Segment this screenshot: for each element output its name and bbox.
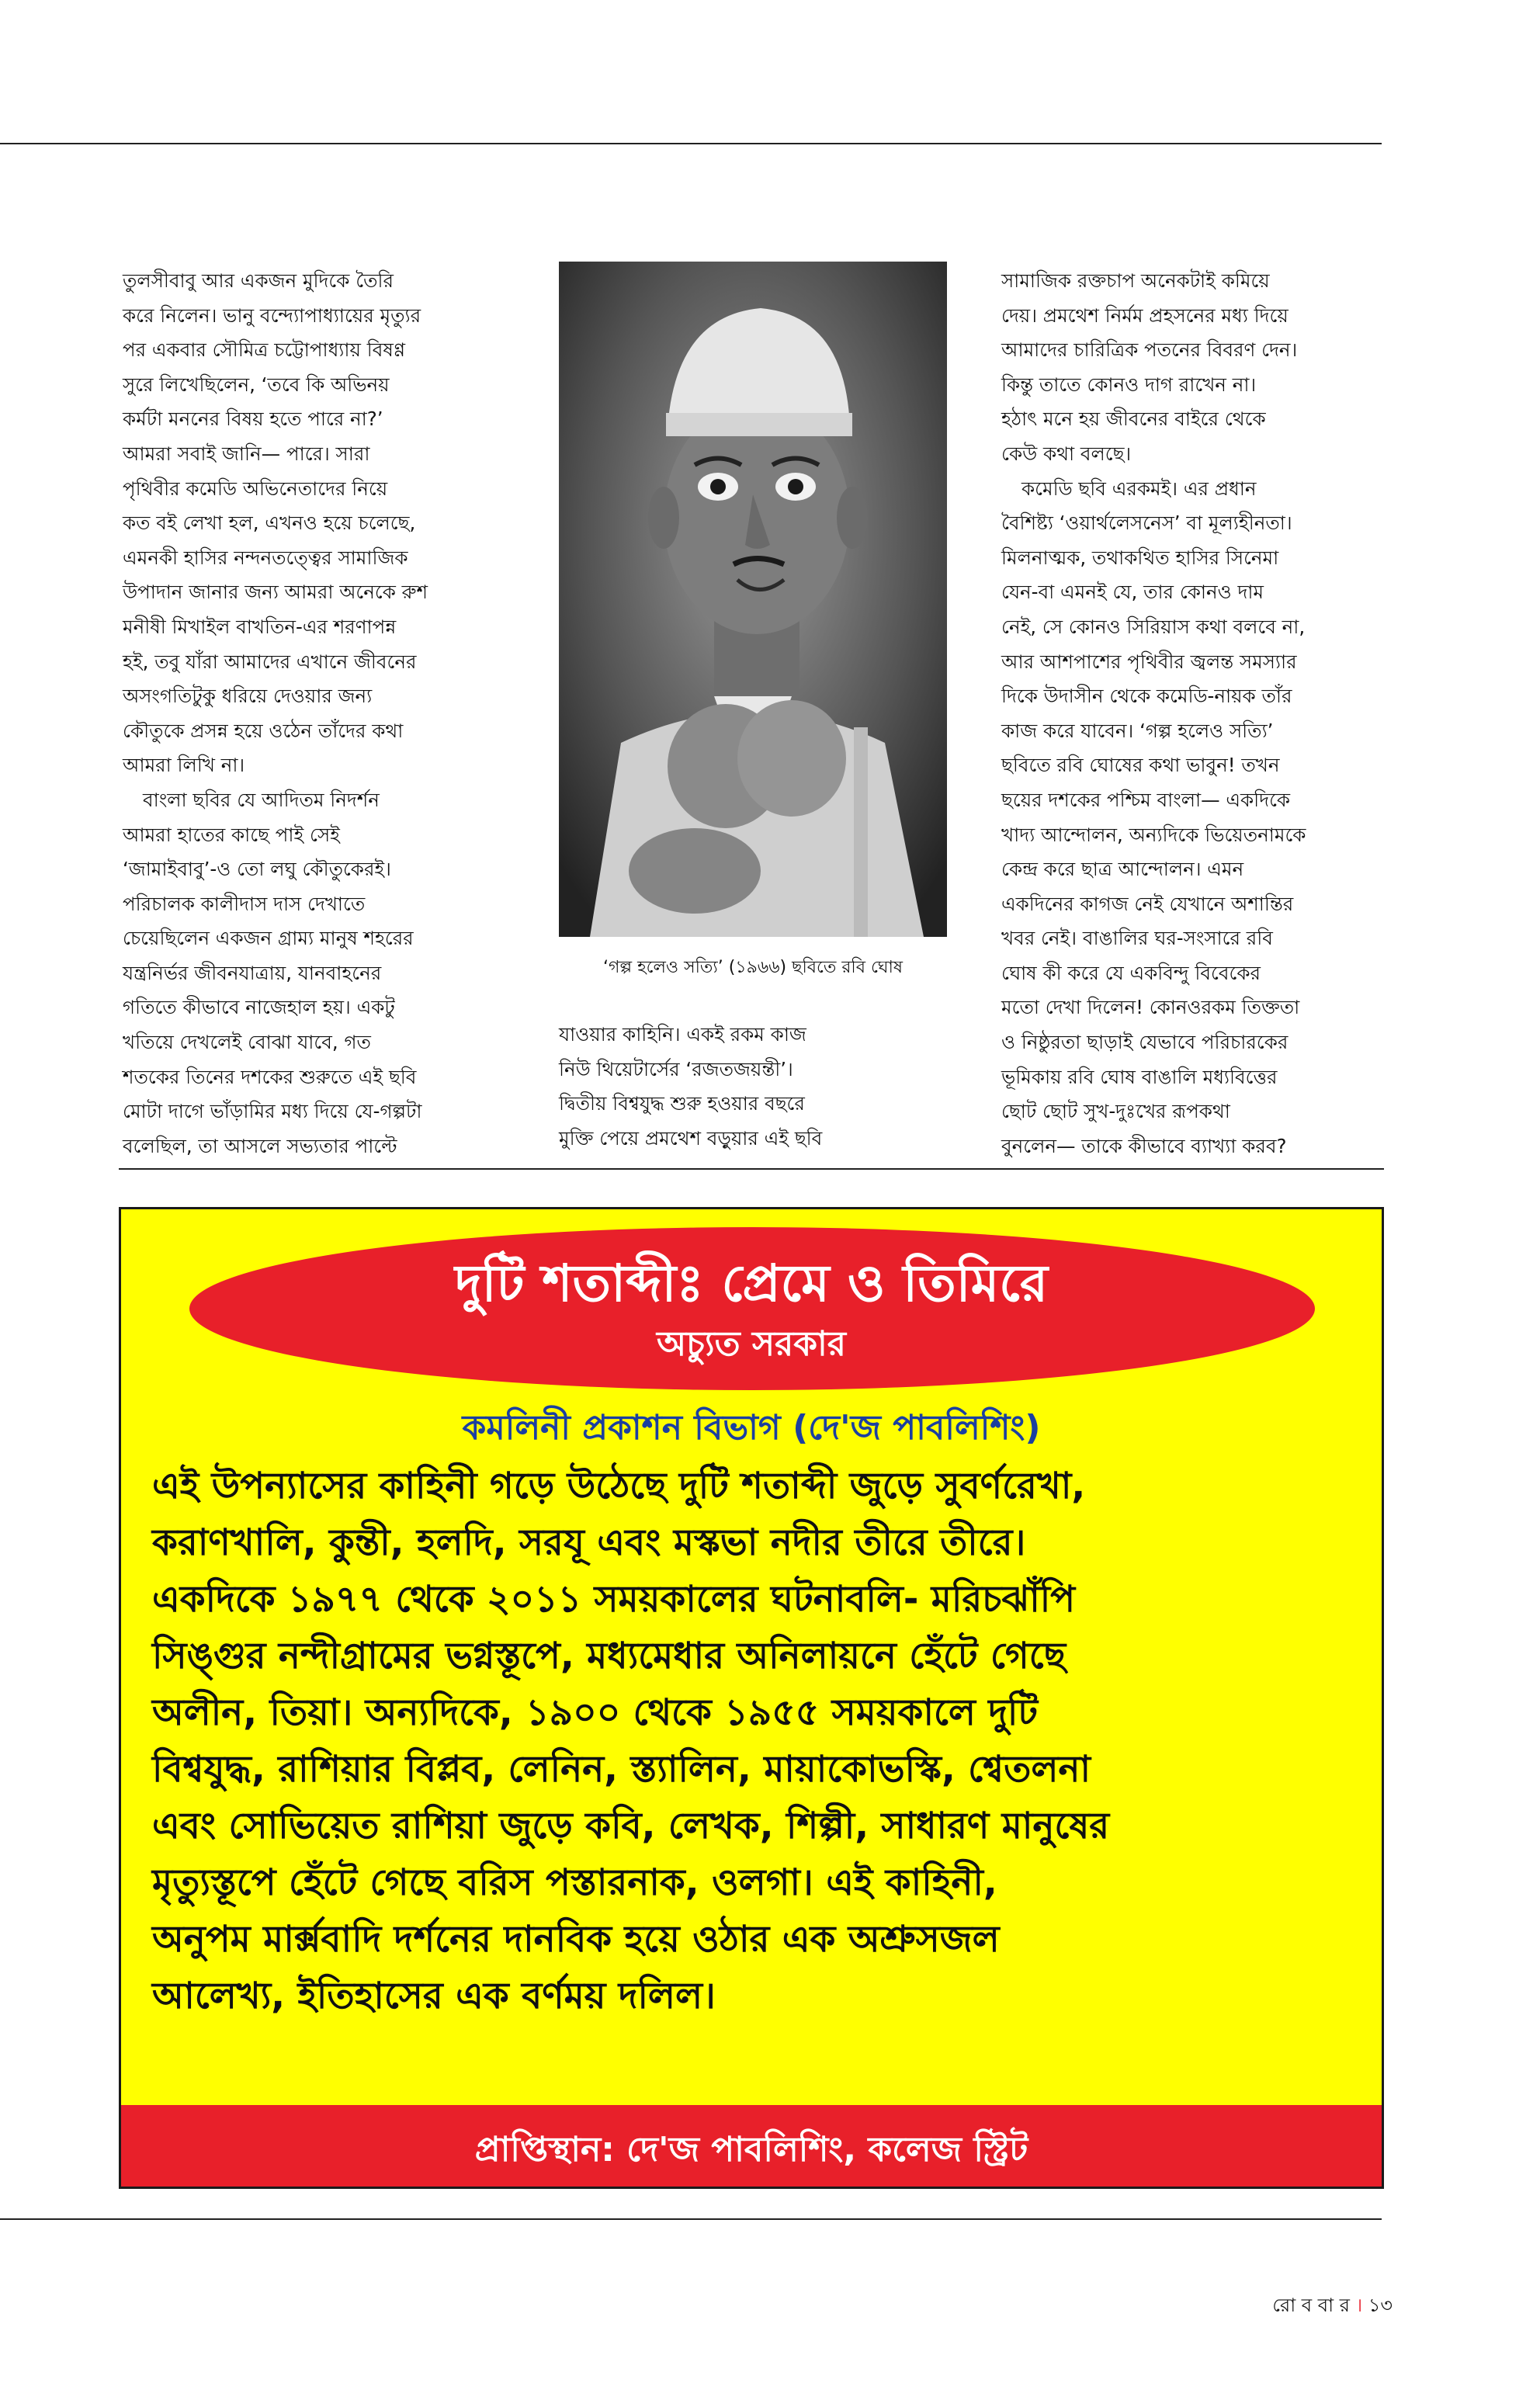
article-column-3 xyxy=(1001,264,1389,1164)
text-line: ও নিষ্ঠুরতা ছাড়াই যেভাবে পরিচারকের xyxy=(1001,1031,1289,1054)
text-line: আমরা সবাই জানি— পারে। সারা xyxy=(123,442,370,465)
text-line: মুক্তি পেয়ে প্রমথেশ বড়ুয়ার এই ছবি xyxy=(559,1126,823,1150)
text-line: পরিচালক কালীদাস দাস দেখাতে xyxy=(123,892,366,915)
text-line: এমনকী হাসির নন্দনতত্ত্বের সামাজিক xyxy=(123,546,408,569)
ad-line: একদিকে ১৯৭৭ থেকে ২০১১ সময়কালের ঘটনাবলি- মরিচঝাঁপি xyxy=(152,1578,1076,1621)
text-line: সুরে লিখেছিলেন, ‘তবে কি অভিনয় xyxy=(123,373,390,396)
text-line: দ্বিতীয় বিশ্বযুদ্ধ শুরু হওয়ার বছরে xyxy=(559,1092,805,1115)
ad-line: বিশ্বযুদ্ধ, রাশিয়ার বিপ্লব, লেনিন, স্ত্যালিন, মায়াকোভস্কি, শ্বেতলনা xyxy=(152,1748,1091,1791)
actor-photo xyxy=(559,262,947,937)
text-line: পৃথিবীর কমেডি অভিনেতাদের নিয়ে xyxy=(123,477,388,500)
text-line: কেউ কথা বলছে। xyxy=(1001,442,1132,465)
text-line: ছবিতে রবি ঘোষের কথা ভাবুন! তখন xyxy=(1001,754,1280,777)
ad-line: মৃত্যুস্তূপে হেঁটে গেছে বরিস পস্তারনাক, ওলগা। এই কাহিনী, xyxy=(152,1861,997,1904)
text-line: নিউ থিয়েটার্সের ‘রজতজয়ন্তী’। xyxy=(559,1057,793,1080)
article-column-1 xyxy=(123,264,511,1164)
text-line: বলেছিল, তা আসলে সভ্যতার পাল্টে xyxy=(123,1134,397,1157)
text-line: আমাদের চারিত্রিক পতনের বিবরণ দেন। xyxy=(1001,338,1298,362)
text-line: একদিনের কাগজ নেই যেখানে অশান্তির xyxy=(1001,892,1294,915)
text-line: শতকের তিনের দশকের শুরুতে এই ছবি xyxy=(123,1065,417,1088)
ad-line: করাণখালি, কুন্তী, হলদি, সরযূ এবং মস্কভা নদীর তীরে তীরে। xyxy=(152,1521,1026,1564)
text-line: উপাদান জানার জন্য আমরা অনেকে রুশ xyxy=(123,581,428,604)
ad-line: অনুপম মার্ক্সবাদি দর্শনের দানবিক হয়ে ওঠার এক অশ্রুসজল xyxy=(152,1918,1000,1961)
text-line: ‘জামাইবাবু’-ও তো লঘু কৌতুকেরই। xyxy=(123,858,391,881)
text-line: কাজ করে যাবেন। ‘গল্প হলেও সত্যি’ xyxy=(1001,719,1274,742)
text-line: ছোট ছোট সুখ-দুঃখের রূপকথা xyxy=(1001,1100,1230,1123)
text-line: ভূমিকায় রবি ঘোষ বাঙালি মধ্যবিত্তের xyxy=(1001,1065,1278,1088)
footer-separator: । xyxy=(1355,2294,1363,2316)
text-line: হঠাৎ মনে হয় জীবনের বাইরে থেকে xyxy=(1001,408,1266,431)
ad-line: এই উপন্যাসের কাহিনী গড়ে উঠেছে দুটি শতাব্দী জুড়ে সুবর্ণরেখা, xyxy=(152,1465,1086,1507)
text-line: খাদ্য আন্দোলন, অন্যদিকে ভিয়েতনামকে xyxy=(1001,823,1306,846)
text-line: কর্মটা মননের বিষয় হতে পারে না?’ xyxy=(123,408,383,431)
text-line: আর আশপাশের পৃথিবীর জ্বলন্ত সমস্যার xyxy=(1001,650,1297,673)
text-line: গতিতে কীভাবে নাজেহাল হয়। একটু xyxy=(123,996,395,1019)
text-line: চেয়েছিলেন একজন গ্রাম্য মানুষ শহরের xyxy=(123,927,414,950)
book-publisher: কমলিনী প্রকাশন বিভাগ (দে'জ পাবলিশিং) xyxy=(462,1408,1041,1448)
text-line: দেয়। প্রমথেশ নির্মম প্রহসনের মধ্য দিয়ে xyxy=(1001,303,1289,327)
text-line: মিলনাত্মক, তথাকথিত হাসির সিনেমা xyxy=(1001,546,1279,569)
book-advertisement xyxy=(119,1207,1384,2189)
text-line: যন্ত্রনির্ভর জীবনযাত্রায়, যানবাহনের xyxy=(123,961,382,984)
text-line: সামাজিক রক্তচাপ অনেকটাই কমিয়ে xyxy=(1001,269,1270,292)
text-line: দিকে উদাসীন থেকে কমেডি-নায়ক তাঁর xyxy=(1001,685,1292,708)
text-line: বুনলেন— তাকে কীভাবে ব্যাখ্যা করব? xyxy=(1001,1134,1287,1157)
text-line: কিন্তু তাতে কোনও দাগ রাখেন না। xyxy=(1001,373,1257,396)
text-line: বৈশিষ্ট্য ‘ওয়ার্থলেসনেস’ বা মূল্যহীনতা। xyxy=(1001,512,1292,535)
text-line: করে নিলেন। ভানু বন্দ্যোপাধ্যায়ের মৃত্যুর xyxy=(123,303,421,327)
page-number: ১৩ xyxy=(1368,2294,1393,2316)
text-line: পর একবার সৌমিত্র চট্টোপাধ্যায় বিষণ্ণ xyxy=(123,338,406,362)
text-line: হই, তবু যাঁরা আমাদের এখানে জীবনের xyxy=(123,650,417,673)
text-line: কত বই লেখা হল, এখনও হয়ে চলেছে, xyxy=(123,512,416,535)
availability-text: প্রাপ্তিস্থান: দে'জ পাবলিশিং, কলেজ স্ট্রিট xyxy=(474,2130,1028,2169)
text-line: কমেডি ছবি এরকমই। এর প্রধান xyxy=(1021,477,1257,500)
text-line: আমরা লিখি না। xyxy=(123,754,245,777)
photo-block xyxy=(559,262,947,983)
text-line: নেই, সে কোনও সিরিয়াস কথা বলবে না, xyxy=(1001,615,1306,638)
text-line: কেন্দ্র করে ছাত্র আন্দোলন। এমন xyxy=(1001,858,1244,881)
ad-line: অলীন, তিয়া। অন্যদিকে, ১৯০০ থেকে ১৯৫৫ সময়কালে দুটি xyxy=(152,1691,1038,1734)
text-line: খতিয়ে দেখলেই বোঝা যাবে, গত xyxy=(123,1031,371,1054)
text-line: ঘোষ কী করে যে একবিন্দু বিবেকের xyxy=(1001,961,1261,984)
ad-line: সিঙ্গুর নন্দীগ্রামের ভগ্নস্তূপে, মধ্যমেধার অনিলায়নে হেঁটে গেছে xyxy=(152,1635,1067,1677)
top-rule xyxy=(0,143,1382,144)
text-line: মোটা দাগে ভাঁড়ামির মধ্য দিয়ে যে-গল্পটা xyxy=(123,1100,422,1123)
text-line: খবর নেই। বাঙালির ঘর-সংসারে রবি xyxy=(1001,927,1273,950)
footer-rule xyxy=(0,2218,1382,2220)
availability-bar xyxy=(121,2105,1382,2187)
book-title: দুটি শতাব্দীঃ প্রেমে ও তিমিরে xyxy=(454,1254,1049,1313)
text-line: কৌতুকে প্রসন্ন হয়ে ওঠেন তাঁদের কথা xyxy=(123,719,404,742)
text-line: যেন-বা এমনই যে, তার কোনও দাম xyxy=(1001,581,1264,604)
ad-line: আলেখ্য, ইতিহাসের এক বর্ণময় দলিল। xyxy=(152,1975,716,2017)
text-line: মনীষী মিখাইল বাখতিন-এর শরণাপন্ন xyxy=(123,615,397,638)
article-bottom-rule xyxy=(119,1168,1384,1170)
book-author: অচ্যুত সরকার xyxy=(657,1324,846,1364)
article-column-2 xyxy=(559,1018,947,1156)
ad-description xyxy=(152,1458,1355,2024)
text-line: অসংগতিটুকু ধরিয়ে দেওয়ার জন্য xyxy=(123,685,373,708)
text-line: তুলসীবাবু আর একজন মুদিকে তৈরি xyxy=(123,269,394,292)
text-line: যাওয়ার কাহিনি। একই রকম কাজ xyxy=(559,1023,806,1046)
photo-caption: ‘গল্প হলেও সত্যি’ (১৯৬৬) ছবিতে রবি ঘোষ xyxy=(603,958,903,977)
text-line: বাংলা ছবির যে আদিতম নিদর্শন xyxy=(143,788,380,811)
page-footer xyxy=(1272,2291,1393,2322)
text-line: মতো দেখা দিলেন! কোনওরকম তিক্ততা xyxy=(1001,996,1300,1019)
ad-line: এবং সোভিয়েত রাশিয়া জুড়ে কবি, লেখক, শিল্পী, সাধারণ মানুষের xyxy=(152,1805,1110,1847)
text-line: ছয়ের দশকের পশ্চিম বাংলা— একদিকে xyxy=(1001,788,1291,811)
text-line: আমরা হাতের কাছে পাই সেই xyxy=(123,823,340,846)
magazine-name: রো ব বা র xyxy=(1272,2294,1350,2316)
